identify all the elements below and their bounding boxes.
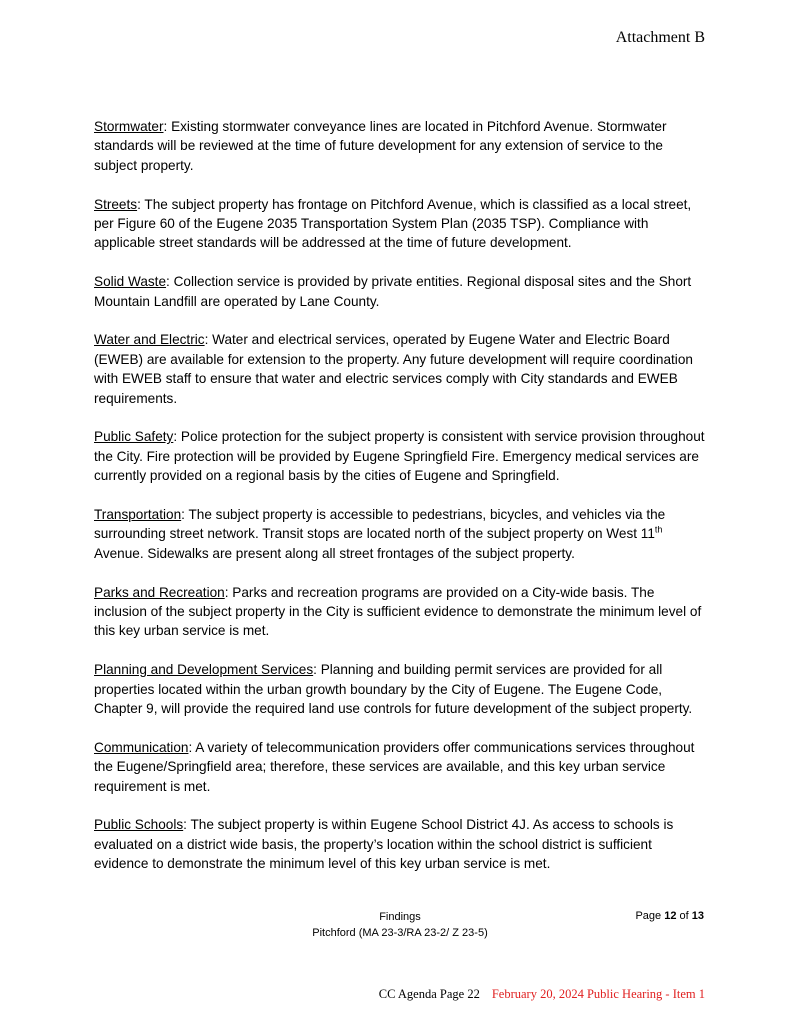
ordinal-superscript: th xyxy=(654,524,663,535)
section-text: The subject property has frontage on Pitchford Avenue, which is classified as a local street, per Figure 60 of the Eugene 2035 Transportation System Plan (2035 TSP). Compliance with applicable street standards will be addressed at the time of future development. xyxy=(94,196,692,251)
section-text: Parks and recreation programs are provided on a City-wide basis. The inclusion of the subject property in the City is sufficient evidence to demonstrate the minimum level of this key urban service is met. xyxy=(94,584,702,639)
section-heading: Public Schools xyxy=(94,817,184,833)
section-text: A variety of telecommunication providers offer communications services throughout the Eugene/Springfield area; therefore, these services are available, and this key urban service requirement is met. xyxy=(94,739,695,794)
section-text: Collection service is provided by private entities. Regional disposal sites and the Short Mountain Landfill are operated by Lane County. xyxy=(94,274,692,309)
section-transportation: Transportation: The subject property is accessible to pedestrians, bicycles, and vehicles via the surrounding street network. Transit stops are located north of the subject property on West 11th Avenue. Sidewalks are present along all street frontages of the subject property. xyxy=(94,507,666,561)
page-total: 13 xyxy=(691,910,704,922)
section-solid-waste: Solid Waste: Collection service is provided by private entities. Regional disposal sites and the Short Mountain Landfill are operated by Lane County. xyxy=(94,274,692,309)
page-current: 12 xyxy=(664,910,677,922)
footer-case-number: Pitchford (MA 23-3/RA 23-2/ Z 23-5) xyxy=(312,927,488,939)
section-text: Water and electrical services, operated by Eugene Water and Electric Board (EWEB) are available for extension to the property. Any future development will require coordination with EWEB staff to ensure that water and electric services comply with City standards and EWEB requirements. xyxy=(94,332,693,406)
hearing-label: February 20, 2024 Public Hearing - Item 1 xyxy=(491,987,705,1001)
section-text: The subject property is within Eugene School District 4J. As access to schools is evaluated on a district wide basis, the property’s location within the school district is sufficient evidence to demonstrate the minimum level of this key urban service is met. xyxy=(94,817,674,872)
agenda-page: CC Agenda Page 22 xyxy=(378,987,480,1001)
section-parks-recreation: Parks and Recreation: Parks and recreation programs are provided on a City-wide basis. The inclusion of the subject property in the City is sufficient evidence to demonstrate the minimum level of this key urban service is met. xyxy=(94,584,702,639)
section-text: Planning and building permit services are provided for all properties located within the urban growth boundary by the City of Eugene. The Eugene Code, Chapter 9, will provide the required land use controls for future development of the subject property. xyxy=(94,662,693,717)
section-heading: Stormwater xyxy=(94,119,164,134)
section-public-safety: Public Safety: Police protection for the subject property is consistent with service provision throughout the City. Fire protection will be provided by Eugene Springfield Fire. Emergency medical services are currently provided on a regional basis by the cities of Eugene and Springfield. xyxy=(94,429,705,484)
findings-body xyxy=(94,117,709,893)
section-heading: Planning and Development Services xyxy=(94,662,314,678)
section-heading: Streets xyxy=(94,196,138,212)
footer-title xyxy=(260,909,540,941)
section-heading: Solid Waste xyxy=(94,274,167,290)
section-heading: Water and Electric xyxy=(94,332,205,348)
section-streets: Streets: The subject property has frontage on Pitchford Avenue, which is classified as a local street, per Figure 60 of the Eugene 2035 Transportation System Plan (2035 TSP). Compliance with applicable street standards will be addressed at the time of future development. xyxy=(94,196,692,251)
section-stormwater: Stormwater: Existing stormwater conveyance lines are located in Pitchford Avenue. Stormwater standards will be reviewed at the time of future development for any extension of service to the subject property. xyxy=(94,119,667,173)
section-text: The subject property is accessible to pedestrians, bicycles, and vehicles via the surrounding street network. Transit stops are located north of the subject property on West 11 xyxy=(94,507,666,542)
section-public-schools: Public Schools: The subject property is within Eugene School District 4J. As access to schools is evaluated on a district wide basis, the property’s location within the school district is sufficient evidence to demonstrate the minimum level of this key urban service is met. xyxy=(94,817,674,872)
section-planning-development: Planning and Development Services: Planning and building permit services are provided for all properties located within the urban growth boundary by the City of Eugene. The Eugene Code, Chapter 9, will provide the required land use controls for future development of the subject property. xyxy=(94,662,693,717)
section-text: Police protection for the subject property is consistent with service provision throughout the City. Fire protection will be provided by Eugene Springfield Fire. Emergency medical services are currently provided on a regional basis by the cities of Eugene and Springfield. xyxy=(94,429,705,484)
section-heading: Transportation xyxy=(94,507,182,523)
section-heading: Communication xyxy=(94,739,189,755)
footer-findings: Findings xyxy=(379,911,421,923)
section-communication: Communication: A variety of telecommunication providers offer communications services throughout the Eugene/Springfield area; therefore, these services are available, and this key urban service requirement is met. xyxy=(94,739,695,794)
section-text-continued: Avenue. Sidewalks are present along all street frontages of the subject property. xyxy=(94,545,575,561)
page-number: Page 12 of 13 xyxy=(635,910,704,922)
attachment-label: Attachment B xyxy=(615,29,705,46)
agenda-footer xyxy=(379,987,705,1002)
section-heading: Public Safety xyxy=(94,429,174,445)
section-heading: Parks and Recreation xyxy=(94,584,225,600)
section-water-electric: Water and Electric: Water and electrical services, operated by Eugene Water and Electric Board (EWEB) are available for extension to the property. Any future development will require coordination with EWEB staff to ensure that water and electric services comply with City standards and EWEB requirements. xyxy=(94,332,693,406)
section-text: Existing stormwater conveyance lines are located in Pitchford Avenue. Stormwater standards will be reviewed at the time of future development for any extension of service to the subject property. xyxy=(94,119,667,173)
